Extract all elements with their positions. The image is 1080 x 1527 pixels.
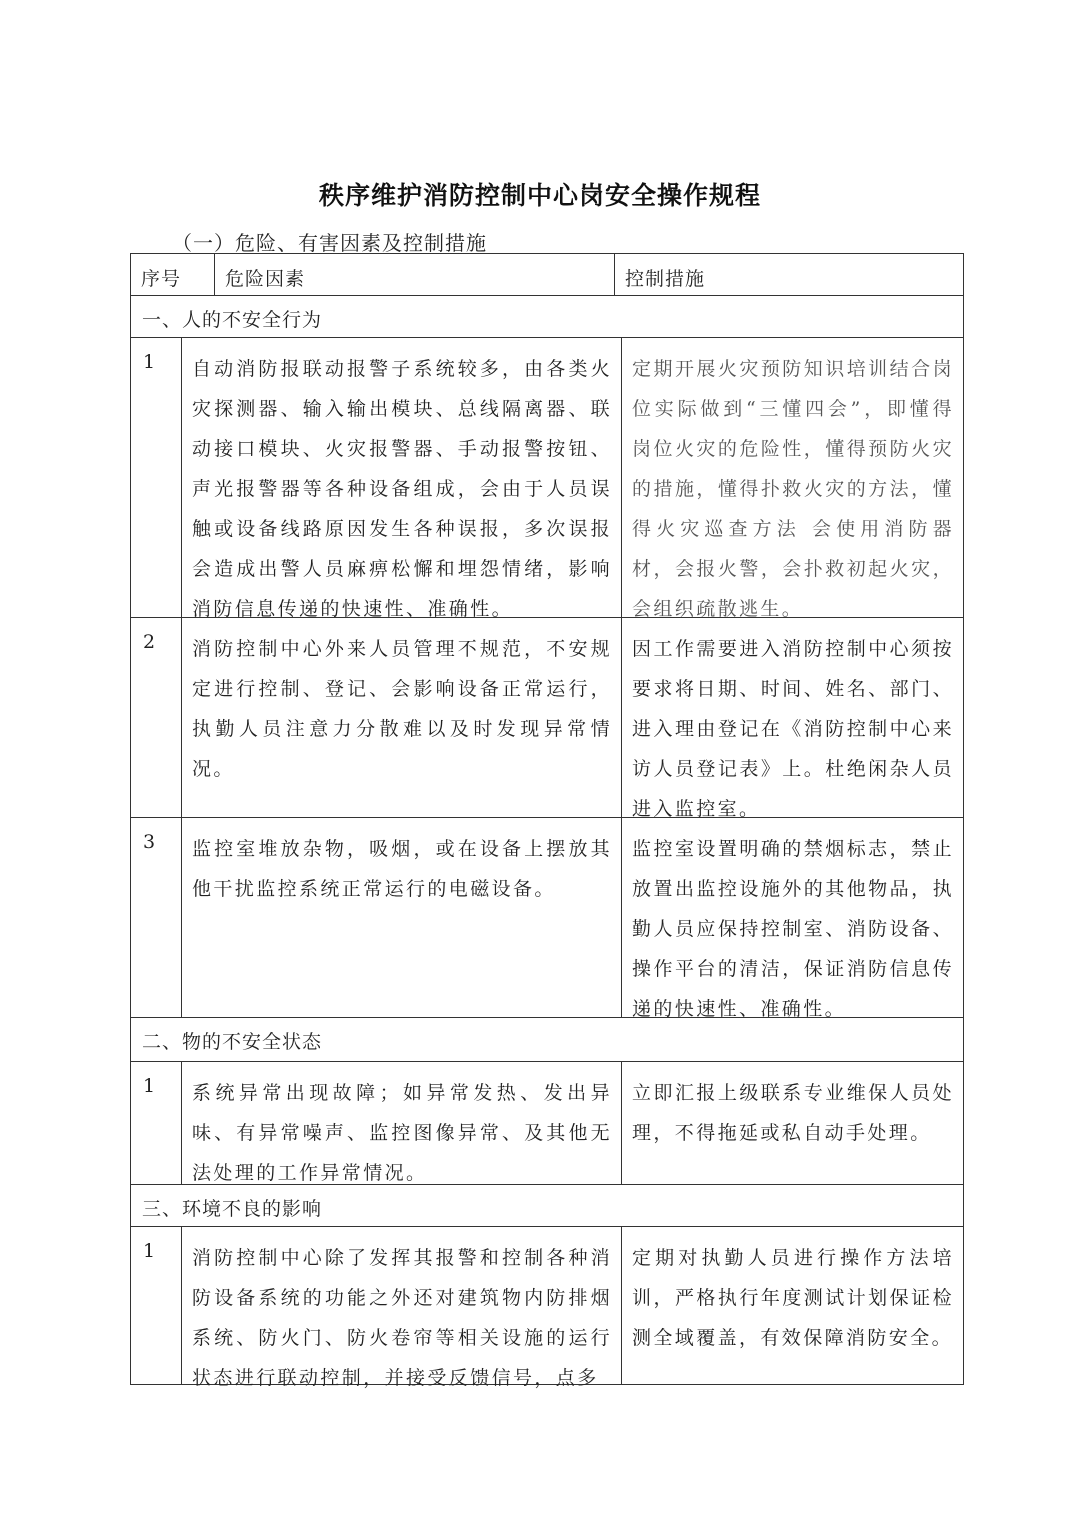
section-heading: 二、物的不安全状态 xyxy=(142,1031,323,1053)
section-heading-row xyxy=(131,1184,963,1226)
table-row xyxy=(131,1061,963,1184)
section-subtitle: （一）危险、有害因素及控制措施 xyxy=(172,231,487,255)
control-text: 因工作需要进入消防控制中心须按要求将日期、时间、姓名、部门、进入理由登记在《消防控制中心来访人员登记表》上。杜绝闲杂人员进入监控室。 xyxy=(632,638,954,820)
row-index: 1 xyxy=(143,1075,156,1097)
control-text: 监控室设置明确的禁烟标志，禁止放置出监控设施外的其他物品，执勤人员应保持控制室、消防设备、操作平台的清洁，保证消防信息传递的快速性、准确性。 xyxy=(632,838,954,1020)
table-row xyxy=(131,817,963,1020)
control-text: 定期开展火灾预防知识培训结合岗位实际做到“三懂四会”，即懂得岗位火灾的危险性，懂得预防火灾的措施，懂得扑救火灾的方法，懂得火灾巡查方法 会使用消防器材，会报火警，会扑救初起火灾，会组织疏散逃生。 xyxy=(632,358,954,620)
table-row xyxy=(131,617,963,820)
document-title: 秩序维护消防控制中心岗安全操作规程 xyxy=(318,181,761,210)
header-control: 控制措施 xyxy=(625,268,706,290)
table-row xyxy=(131,337,963,620)
row-index: 3 xyxy=(143,831,156,853)
hazard-text: 监控室堆放杂物，吸烟，或在设备上摆放其他干扰监控系统正常运行的电磁设备。 xyxy=(192,838,612,900)
control-text: 定期对执勤人员进行操作方法培训，严格执行年度测试计划保证检测全域覆盖，有效保障消防安全。 xyxy=(632,1247,954,1349)
table-header-row xyxy=(131,254,963,295)
hazard-text: 消防控制中心除了发挥其报警和控制各种消防设备系统的功能之外还对建筑物内防排烟系统、防火门、防火卷帘等相关设施的运行状态进行联动控制，并接受反馈信号，点多 xyxy=(192,1247,612,1389)
section-heading-row xyxy=(131,1017,963,1061)
section-heading: 一、人的不安全行为 xyxy=(142,309,323,331)
row-index: 1 xyxy=(143,1240,156,1262)
header-index: 序号 xyxy=(141,268,182,290)
row-index: 2 xyxy=(143,631,156,653)
control-text: 立即汇报上级联系专业维保人员处理，不得拖延或私自动手处理。 xyxy=(632,1082,954,1144)
header-hazard: 危险因素 xyxy=(225,268,306,290)
hazard-control-table xyxy=(130,253,964,1389)
hazard-text: 系统异常出现故障；如异常发热、发出异味、有异常噪声、监控图像异常、及其他无法处理的工作异常情况。 xyxy=(192,1082,612,1184)
hazard-text: 自动消防报联动报警子系统较多，由各类火灾探测器、输入输出模块、总线隔离器、联动接口模块、火灾报警器、手动报警按钮、声光报警器等各种设备组成，会由于人员误触或设备线路原因发生各种误报，多次误报会造成出警人员麻痹松懈和埋怨情绪，影响消防信息传递的快速性、准确性。 xyxy=(192,358,612,620)
table-row xyxy=(131,1226,963,1389)
row-index: 1 xyxy=(143,351,156,373)
section-heading-row xyxy=(131,295,963,337)
hazard-text: 消防控制中心外来人员管理不规范，不安规定进行控制、登记、会影响设备正常运行，执勤人员注意力分散难以及时发现异常情况。 xyxy=(192,638,612,780)
section-heading: 三、环境不良的影响 xyxy=(142,1198,323,1220)
